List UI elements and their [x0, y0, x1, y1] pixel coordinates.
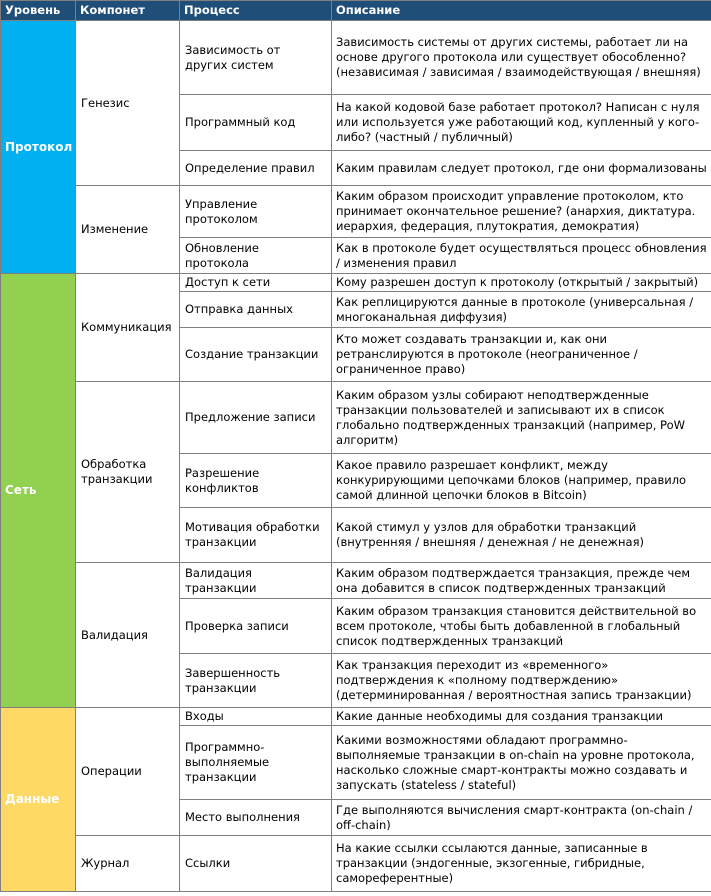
description-cell: Где выполняются вычисления смарт-контракта (on-chain / off-chain) — [332, 800, 711, 836]
process-cell: Отправка данных — [180, 292, 332, 328]
description-cell: Какими возможностями обладают программно-выполняемые транзакции в on-chain на уровне протокола, насколько сложные смарт-контракты можно создавать и запускать (stateless / stateful) — [332, 726, 711, 800]
component-cell: Валидация — [76, 563, 180, 708]
header-row — [1, 1, 711, 21]
process-cell: Валидация транзакции — [180, 563, 332, 599]
component-cell: Журнал — [76, 836, 180, 892]
component-cell: Операции — [76, 708, 180, 836]
description-cell: Кто может создавать транзакции и, как они ретранслируются в протоколе (неограниченное / ограниченное право) — [332, 328, 711, 382]
process-cell: Разрешение конфликтов — [180, 454, 332, 508]
component-cell: Обработка транзакции — [76, 382, 180, 563]
process-cell: Место выполнения — [180, 800, 332, 836]
table-row — [1, 21, 711, 95]
component-cell: Генезис — [76, 21, 180, 186]
description-cell: Как транзакция переходит из «временного» подтверждения к «полному подтверждению» (детерминированная / вероятностная запись транзакции) — [332, 654, 711, 708]
level-cell: Сеть — [1, 274, 76, 708]
process-cell: Доступ к сети — [180, 274, 332, 292]
process-cell: Программно-выполняемые транзакции — [180, 726, 332, 800]
process-cell: Ссылки — [180, 836, 332, 892]
table-body — [1, 21, 711, 892]
description-cell: Какие данные необходимы для создания транзакции — [332, 708, 711, 726]
header-process: Процесс — [180, 1, 332, 21]
description-cell: Каким образом узлы собирают неподтвержденные транзакции пользователей и записывают их в список глобально подтвержденных транзакций (например, PoW алгоритм) — [332, 382, 711, 454]
process-cell: Обновление протокола — [180, 238, 332, 274]
process-cell: Определение правил — [180, 151, 332, 186]
process-cell: Проверка записи — [180, 599, 332, 654]
header-level: Уровень — [1, 1, 76, 21]
table-row — [1, 708, 711, 726]
process-cell: Завершенность транзакции — [180, 654, 332, 708]
process-cell: Программный код — [180, 95, 332, 151]
level-cell: Данные — [1, 708, 76, 892]
header-component: Компонет — [76, 1, 180, 21]
process-cell: Предложение записи — [180, 382, 332, 454]
description-cell: На какой кодовой базе работает протокол? Написан с нуля или используется уже работающий код, купленный у кого-либо? (частный / публичный) — [332, 95, 711, 151]
description-cell: Каким образом происходит управление протоколом, кто принимает окончательное решение? (анархия, диктатура. иерархия, федерация, плутократия, демократия) — [332, 186, 711, 238]
table-row — [1, 274, 711, 292]
process-cell: Зависимость от других систем — [180, 21, 332, 95]
description-cell: Каким правилам следует протокол, где они формализованы — [332, 151, 711, 186]
description-cell: Каким образом подтверждается транзакция, прежде чем она добавится в список подтвержденных транзакций — [332, 563, 711, 599]
description-cell: Как реплицируются данные в протоколе (универсальная / многоканальная диффузия) — [332, 292, 711, 328]
level-cell: Протокол — [1, 21, 76, 274]
description-cell: Какое правило разрешает конфликт, между конкурирующими цепочками блоков (например, правило самой длинной цепочки блоков в Bitcoin) — [332, 454, 711, 508]
process-cell: Входы — [180, 708, 332, 726]
table-row — [1, 836, 711, 892]
component-cell: Изменение — [76, 186, 180, 274]
description-cell: На какие ссылки ссылаются данные, записанные в транзакции (эндогенные, экзогенные, гибридные, самореферентные) — [332, 836, 711, 892]
description-cell: Какой стимул у узлов для обработки транзакций (внутренняя / внешняя / денежная / не денежная) — [332, 508, 711, 563]
process-cell: Создание транзакции — [180, 328, 332, 382]
table-row — [1, 382, 711, 454]
header-description: Описание — [332, 1, 711, 21]
description-cell: Как в протоколе будет осуществляться процесс обновления / изменения правил — [332, 238, 711, 274]
table-row — [1, 186, 711, 238]
table-row — [1, 563, 711, 599]
component-cell: Коммуникация — [76, 274, 180, 382]
description-cell: Кому разрешен доступ к протоколу (открытый / закрытый) — [332, 274, 711, 292]
process-cell: Управление протоколом — [180, 186, 332, 238]
process-cell: Мотивация обработки транзакции — [180, 508, 332, 563]
description-cell: Зависимость системы от других системы, работает ли на основе другого протокола или существует обособленно? (независимая / зависимая / взаимодействующая / внешняя) — [332, 21, 711, 95]
description-cell: Каким образом транзакция становится действительной во всем протоколе, чтобы быть добавленной в глобальный список подтвержденных транзакций — [332, 599, 711, 654]
